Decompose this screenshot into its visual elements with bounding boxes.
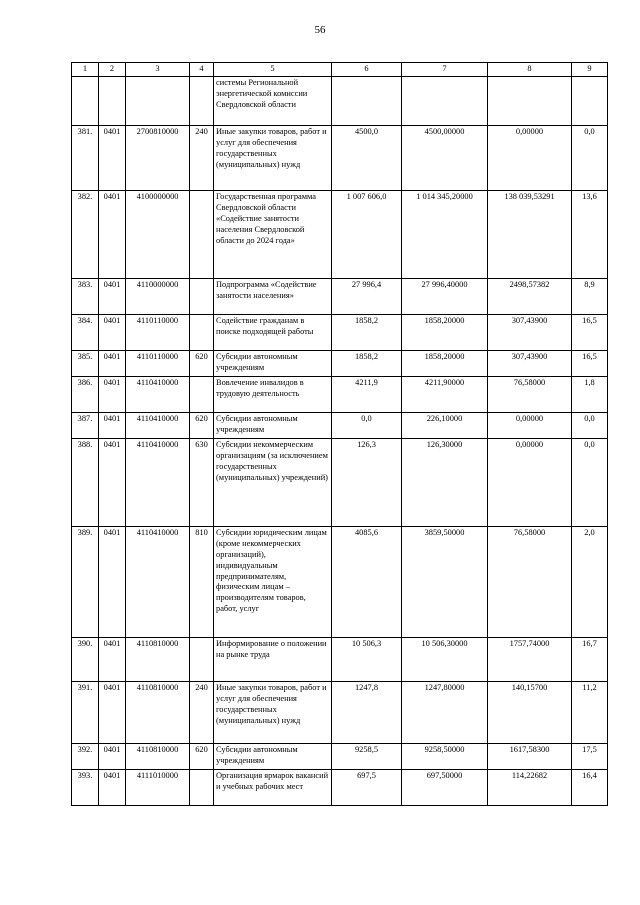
execution-percent: 16,5	[572, 314, 608, 350]
item-name: Субсидии автономным учреждениям	[214, 350, 332, 376]
item-name: Иные закупки товаров, работ и услуг для обеспечения государственных (муниципальных) нужд	[214, 681, 332, 743]
target-article-code: 4110410000	[126, 526, 190, 637]
table-row	[72, 376, 608, 412]
row-number	[72, 76, 99, 125]
expense-type-code: 810	[190, 526, 214, 637]
expense-type-code	[190, 637, 214, 681]
approved-amount: 1 007 606,0	[332, 190, 402, 278]
budget-amount: 1 014 345,20000	[402, 190, 488, 278]
column-header: 9	[572, 63, 608, 77]
row-number: 387.	[72, 412, 99, 438]
table-row	[72, 681, 608, 743]
expense-type-code	[190, 76, 214, 125]
budget-amount: 1247,80000	[402, 681, 488, 743]
target-article-code: 4110110000	[126, 314, 190, 350]
section-code: 0401	[99, 412, 126, 438]
row-number: 385.	[72, 350, 99, 376]
table-row	[72, 743, 608, 769]
expense-type-code: 240	[190, 681, 214, 743]
execution-percent	[572, 76, 608, 125]
column-header: 6	[332, 63, 402, 77]
column-header: 1	[72, 63, 99, 77]
budget-amount: 126,30000	[402, 438, 488, 526]
expense-type-code	[190, 278, 214, 314]
item-name: системы Региональной энергетической комиссии Свердловской области	[214, 76, 332, 125]
expense-type-code	[190, 314, 214, 350]
section-code: 0401	[99, 637, 126, 681]
row-number: 382.	[72, 190, 99, 278]
header-row	[72, 63, 608, 77]
target-article-code: 2700810000	[126, 125, 190, 190]
item-name: Государственная программа Свердловской области «Содействие занятости населения Свердловской области до 2024 года»	[214, 190, 332, 278]
column-header: 2	[99, 63, 126, 77]
budget-amount: 1858,20000	[402, 314, 488, 350]
column-header: 8	[488, 63, 572, 77]
section-code: 0401	[99, 190, 126, 278]
table-row	[72, 350, 608, 376]
approved-amount: 1858,2	[332, 350, 402, 376]
item-name: Вовлечение инвалидов в трудовую деятельность	[214, 376, 332, 412]
row-number: 391.	[72, 681, 99, 743]
table-row	[72, 637, 608, 681]
approved-amount: 4085,6	[332, 526, 402, 637]
execution-percent: 16,7	[572, 637, 608, 681]
execution-percent: 17,5	[572, 743, 608, 769]
row-number: 384.	[72, 314, 99, 350]
approved-amount: 9258,5	[332, 743, 402, 769]
approved-amount: 10 506,3	[332, 637, 402, 681]
execution-percent: 2,0	[572, 526, 608, 637]
section-code	[99, 76, 126, 125]
target-article-code	[126, 76, 190, 125]
section-code: 0401	[99, 278, 126, 314]
executed-amount: 138 039,53291	[488, 190, 572, 278]
expense-type-code: 620	[190, 743, 214, 769]
budget-amount: 697,50000	[402, 769, 488, 805]
execution-percent: 13,6	[572, 190, 608, 278]
section-code: 0401	[99, 526, 126, 637]
table-body	[72, 76, 608, 805]
executed-amount: 1757,74000	[488, 637, 572, 681]
budget-table	[71, 62, 608, 806]
table-row	[72, 438, 608, 526]
item-name: Подпрограмма «Содействие занятости населения»	[214, 278, 332, 314]
target-article-code: 4110810000	[126, 637, 190, 681]
section-code: 0401	[99, 376, 126, 412]
approved-amount: 4500,0	[332, 125, 402, 190]
target-article-code: 4110410000	[126, 376, 190, 412]
table-row	[72, 314, 608, 350]
approved-amount: 1247,8	[332, 681, 402, 743]
row-number: 383.	[72, 278, 99, 314]
page-number: 56	[314, 24, 326, 36]
execution-percent: 16,5	[572, 350, 608, 376]
row-number: 389.	[72, 526, 99, 637]
executed-amount	[488, 76, 572, 125]
target-article-code: 4110810000	[126, 681, 190, 743]
executed-amount: 0,00000	[488, 438, 572, 526]
execution-percent: 0,0	[572, 125, 608, 190]
expense-type-code: 620	[190, 412, 214, 438]
execution-percent: 8,9	[572, 278, 608, 314]
item-name: Иные закупки товаров, работ и услуг для обеспечения государственных (муниципальных) нужд	[214, 125, 332, 190]
executed-amount: 0,00000	[488, 412, 572, 438]
table-row	[72, 769, 608, 805]
row-number: 392.	[72, 743, 99, 769]
item-name: Информирование о положении на рынке труда	[214, 637, 332, 681]
executed-amount: 0,00000	[488, 125, 572, 190]
executed-amount: 307,43900	[488, 314, 572, 350]
table-row	[72, 412, 608, 438]
approved-amount: 697,5	[332, 769, 402, 805]
section-code: 0401	[99, 769, 126, 805]
budget-amount: 1858,20000	[402, 350, 488, 376]
row-number: 381.	[72, 125, 99, 190]
target-article-code: 4110410000	[126, 438, 190, 526]
expense-type-code: 620	[190, 350, 214, 376]
table-row	[72, 76, 608, 125]
table-row	[72, 125, 608, 190]
budget-amount: 10 506,30000	[402, 637, 488, 681]
expense-type-code	[190, 769, 214, 805]
section-code: 0401	[99, 438, 126, 526]
executed-amount: 307,43900	[488, 350, 572, 376]
column-header: 5	[214, 63, 332, 77]
executed-amount: 76,58000	[488, 376, 572, 412]
executed-amount: 114,22682	[488, 769, 572, 805]
target-article-code: 4110000000	[126, 278, 190, 314]
section-code: 0401	[99, 314, 126, 350]
budget-amount	[402, 76, 488, 125]
budget-amount: 27 996,40000	[402, 278, 488, 314]
budget-amount: 226,10000	[402, 412, 488, 438]
approved-amount: 126,3	[332, 438, 402, 526]
approved-amount: 4211,9	[332, 376, 402, 412]
budget-amount: 4500,00000	[402, 125, 488, 190]
item-name: Субсидии автономным учреждениям	[214, 743, 332, 769]
expense-type-code	[190, 376, 214, 412]
table-row	[72, 190, 608, 278]
execution-percent: 1,8	[572, 376, 608, 412]
executed-amount: 2498,57382	[488, 278, 572, 314]
target-article-code: 4110410000	[126, 412, 190, 438]
approved-amount	[332, 76, 402, 125]
execution-percent: 11,2	[572, 681, 608, 743]
budget-amount: 3859,50000	[402, 526, 488, 637]
target-article-code: 4111010000	[126, 769, 190, 805]
target-article-code: 4110810000	[126, 743, 190, 769]
budget-amount: 9258,50000	[402, 743, 488, 769]
section-code: 0401	[99, 125, 126, 190]
item-name: Содействие гражданам в поиске подходящей работы	[214, 314, 332, 350]
column-header: 3	[126, 63, 190, 77]
approved-amount: 0,0	[332, 412, 402, 438]
table-row	[72, 278, 608, 314]
row-number: 388.	[72, 438, 99, 526]
section-code: 0401	[99, 681, 126, 743]
expense-type-code: 240	[190, 125, 214, 190]
approved-amount: 1858,2	[332, 314, 402, 350]
item-name: Субсидии юридическим лицам (кроме некоммерческих организаций), индивидуальным предпринимателям, физическим лицам – производителям товаров, работ, услуг	[214, 526, 332, 637]
item-name: Организация ярмарок вакансий и учебных рабочих мест	[214, 769, 332, 805]
item-name: Субсидии автономным учреждениям	[214, 412, 332, 438]
row-number: 393.	[72, 769, 99, 805]
target-article-code: 4100000000	[126, 190, 190, 278]
section-code: 0401	[99, 743, 126, 769]
row-number: 390.	[72, 637, 99, 681]
section-code: 0401	[99, 350, 126, 376]
executed-amount: 1617,58300	[488, 743, 572, 769]
executed-amount: 140,15700	[488, 681, 572, 743]
execution-percent: 16,4	[572, 769, 608, 805]
expense-type-code	[190, 190, 214, 278]
column-header: 7	[402, 63, 488, 77]
approved-amount: 27 996,4	[332, 278, 402, 314]
row-number: 386.	[72, 376, 99, 412]
execution-percent: 0,0	[572, 438, 608, 526]
column-header: 4	[190, 63, 214, 77]
budget-amount: 4211,90000	[402, 376, 488, 412]
item-name: Субсидии некоммерческим организациям (за исключением государственных (муниципальных) учреждений)	[214, 438, 332, 526]
target-article-code: 4110110000	[126, 350, 190, 376]
executed-amount: 76,58000	[488, 526, 572, 637]
execution-percent: 0,0	[572, 412, 608, 438]
table-row	[72, 526, 608, 637]
expense-type-code: 630	[190, 438, 214, 526]
